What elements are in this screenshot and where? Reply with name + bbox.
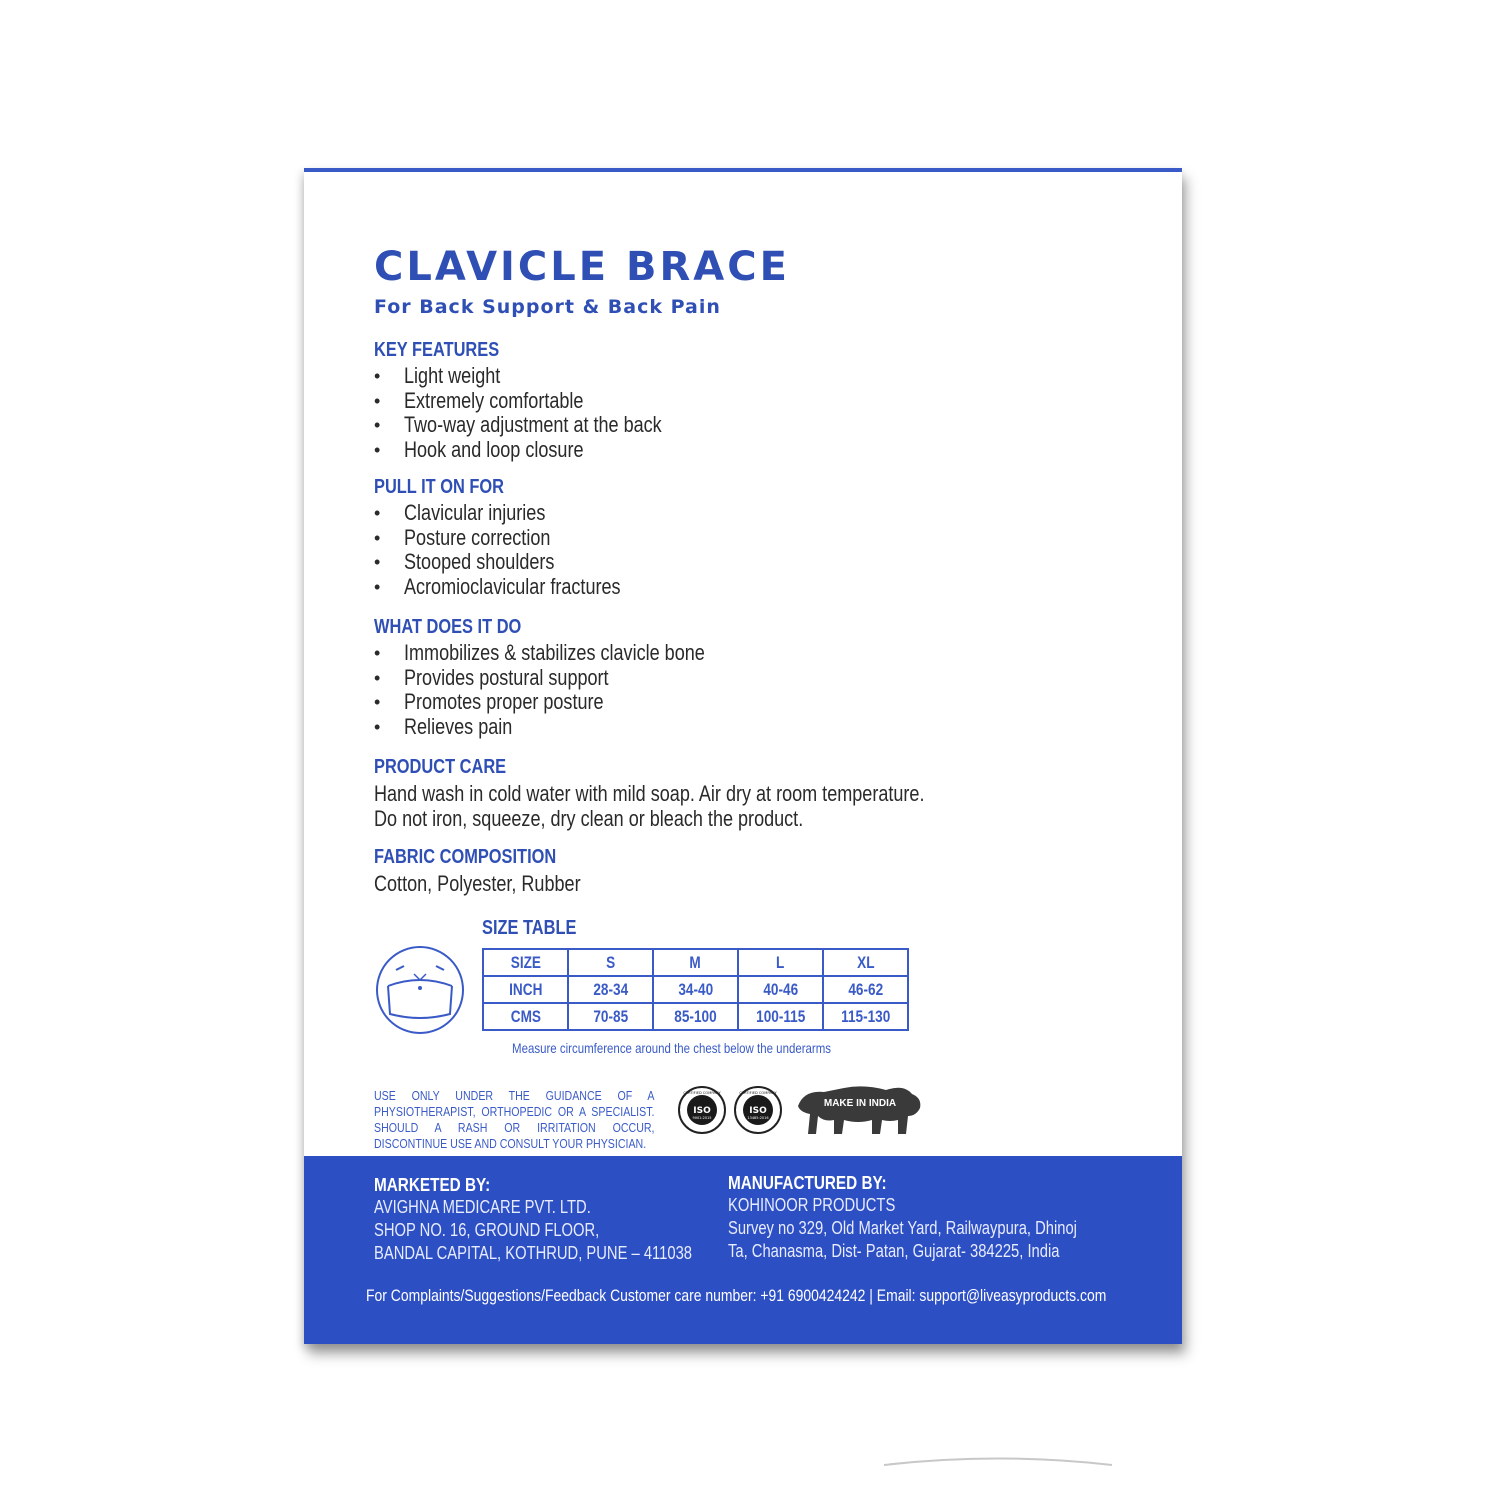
size-table [482,948,909,1031]
iso-badge-ring: CERTIFIED COMPANY [739,1091,777,1095]
care-line: Do not iron, squeeze, dry clean or bleach the product. [374,806,804,831]
section-heading: PULL IT ON FOR [374,476,504,498]
table-cell: CMS [483,1003,568,1030]
table-cell: 40-46 [738,976,823,1003]
manufactured-by-line: KOHINOOR PRODUCTS [728,1195,896,1215]
list-item: • Two-way adjustment at the back [374,413,718,438]
section-heading: WHAT DOES IT DO [374,616,522,638]
make-in-india-lion-icon [794,1076,926,1140]
section-what-does-it-do [374,615,771,740]
section-heading: KEY FEATURES [374,339,500,361]
iso-badge-code: 9001:2015 [692,1116,712,1120]
table-cell: 85-100 [653,1003,738,1030]
iso-badge-ring: CERTIFIED COMPANY [683,1091,721,1095]
list-item: • Hook and loop closure [374,438,718,463]
table-cell: INCH [483,976,568,1003]
bullet-list [374,364,718,463]
manufactured-by-line: Survey no 329, Old Market Yard, Railwaypura, Dhinoj [728,1218,1077,1238]
bullet-list [374,641,771,740]
list-item: • Relieves pain [374,715,771,740]
section-heading: PRODUCT CARE [374,756,507,778]
table-cell: L [738,949,823,976]
marketed-by-heading: MARKETED BY: [374,1175,491,1195]
marketed-by-line: BANDAL CAPITAL, KOTHRUD, PUNE – 411038 [374,1243,693,1263]
table-cell: 34-40 [653,976,738,1003]
list-item: • Light weight [374,364,718,389]
section-fabric-composition [374,845,626,896]
size-table-heading: SIZE TABLE [482,917,577,939]
product-box-back [304,168,1182,1344]
iso-certified-badge-icon [734,1086,782,1134]
table-cell: XL [823,949,908,976]
table-cell: 115-130 [823,1003,908,1030]
list-item: • Immobilizes & stabilizes clavicle bone [374,641,771,666]
table-cell: 70-85 [568,1003,653,1030]
table-cell: 46-62 [823,976,908,1003]
product-subtitle: For Back Support & Back Pain [374,296,721,318]
list-item: • Clavicular injuries [374,501,668,526]
marketed-by-line: SHOP NO. 16, GROUND FLOOR, [374,1220,600,1240]
list-item: • Acromioclavicular fractures [374,575,668,600]
section-product-care [374,755,1045,831]
table-cell: M [653,949,738,976]
iso-certified-badge-icon [678,1086,726,1134]
table-cell: SIZE [483,949,568,976]
list-item: • Stooped shoulders [374,550,668,575]
manufactured-by-line: Ta, Chanasma, Dist- Patan, Gujarat- 384225, India [728,1241,1060,1261]
bullet-list [374,501,668,600]
usage-caution: USE ONLY UNDER THE GUIDANCE OF A PHYSIOTHERAPIST, ORTHOPEDIC OR A SPECIALIST. SHOULD A RASH OR IRRITATION OCCUR, DISCONTINUE USE AND CONSULT YOUR PHYSICIAN. [374,1089,655,1151]
manufactured-by-block [728,1172,1154,1263]
footer-band [304,1156,1182,1344]
table-cell: 100-115 [738,1003,823,1030]
fabric-text: Cotton, Polyester, Rubber [374,871,581,896]
manufactured-by-heading: MANUFACTURED BY: [728,1173,887,1193]
list-item: • Extremely comfortable [374,389,718,414]
table-row [483,976,908,1003]
chest-measure-icon [374,944,466,1036]
make-in-india-label: MAKE IN INDIA [823,1098,897,1109]
iso-badge-label: ISO [749,1106,767,1116]
marketed-by-line: AVIGHNA MEDICARE PVT. LTD. [374,1197,591,1217]
list-item: • Promotes proper posture [374,690,771,715]
section-pull-it-on-for [374,475,668,600]
product-title: CLAVICLE BRACE [374,244,790,290]
customer-care-contact: For Complaints/Suggestions/Feedback Customer care number: +91 6900424242 | Email: support@liveasyproducts.com [366,1286,1107,1305]
section-heading: FABRIC COMPOSITION [374,846,557,868]
list-item: • Provides postural support [374,666,771,691]
list-item: • Posture correction [374,526,668,551]
marketed-by-block [374,1174,762,1265]
table-row [483,1003,908,1030]
iso-badge-label: ISO [693,1106,711,1116]
size-measure-note: Measure circumference around the chest below the underarms [512,1040,832,1056]
care-line: Hand wash in cold water with mild soap. Air dry at room temperature. [374,781,925,806]
table-cell: 28-34 [568,976,653,1003]
table-cell: S [568,949,653,976]
section-key-features [374,338,718,463]
table-row [483,949,908,976]
decorative-arc-icon [882,1456,1114,1466]
iso-badge-code: 13485:2016 [747,1116,769,1120]
